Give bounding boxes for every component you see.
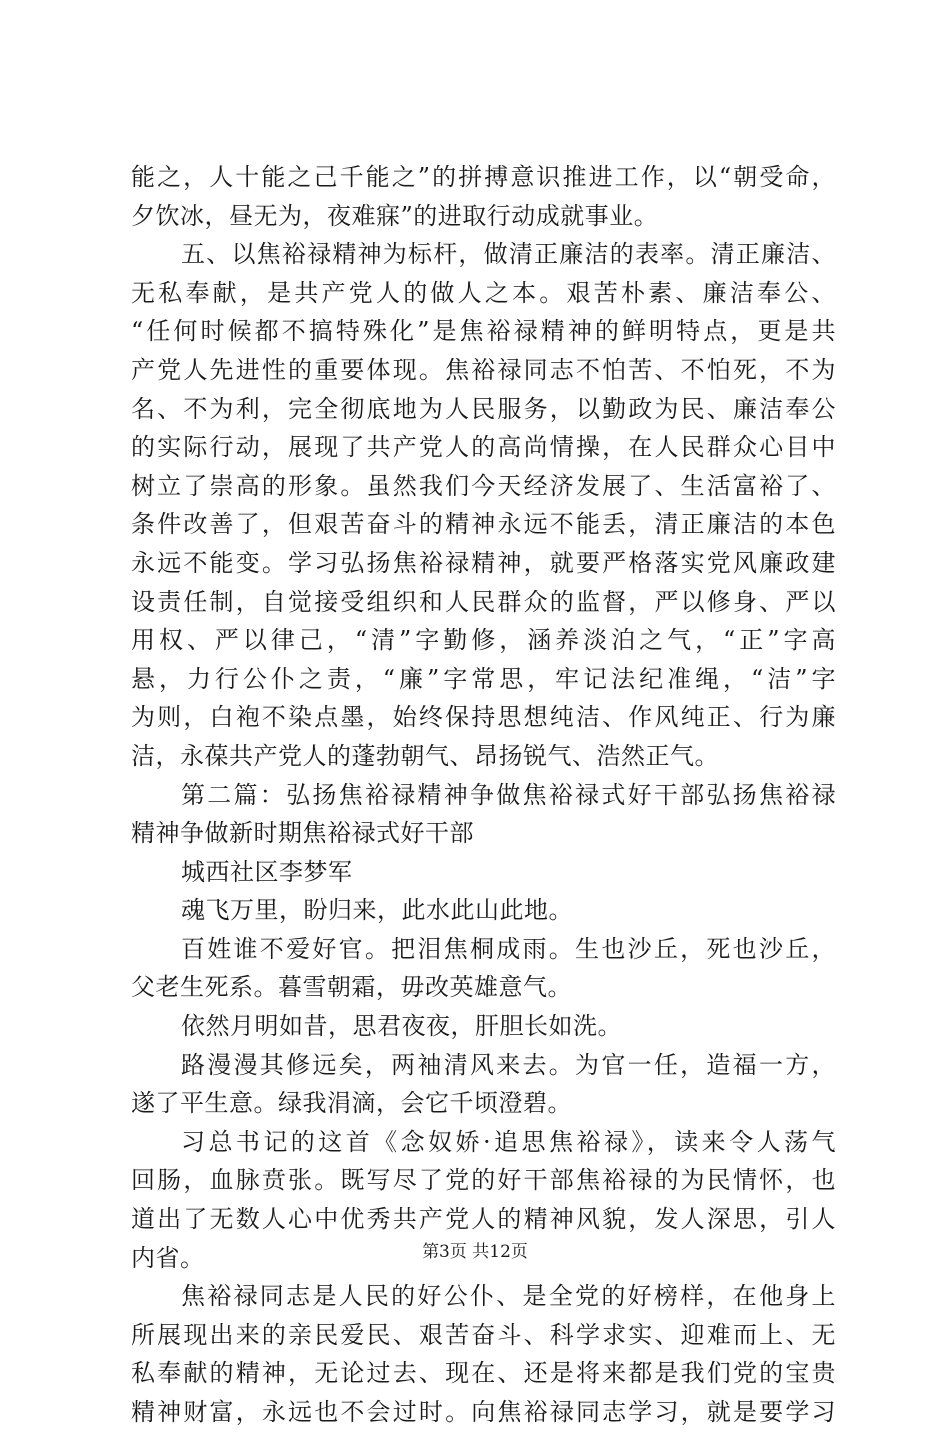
text-line: 道出了无数人心中优秀共产党人的精神风貌，发人深思，引人 [131, 1205, 836, 1234]
text-line: 洁，永葆共产党人的蓬勃朝气、昂扬锐气、浩然正气。 [131, 741, 719, 770]
page-footer: 第3页 共12页 [422, 1242, 528, 1262]
text-line: 能之，人十能之己千能之”的拼搏意识推进工作，以“朝受命， [131, 163, 836, 191]
text-line: 五、以焦裕禄精神为标杆，做清正廉洁的表率。清正廉洁、 [181, 240, 836, 269]
text-line: 遂了平生意。绿我涓滴，会它千顷澄碧。 [131, 1089, 572, 1118]
text-line: 精神财富，永远也不会过时。向焦裕禄同志学习，就是要学习 [131, 1398, 836, 1426]
text-line: 夕饮冰，昼无为，夜难寐”的进取行动成就事业。 [131, 201, 659, 230]
text-line: 精神争做新时期焦裕禄式好干部 [131, 819, 474, 848]
text-line: 名、不为利，完全彻底地为人民服务，以勤政为民、廉洁奉公 [131, 394, 836, 423]
text-line: “任何时候都不搞特殊化”是焦裕禄精神的鲜明特点，更是共 [131, 317, 836, 346]
text-line: 第二篇：弘扬焦裕禄精神争做焦裕禄式好干部弘扬焦裕禄 [181, 780, 836, 809]
text-line: 焦裕禄同志是人民的好公仆、是全党的好榜样，在他身上 [181, 1282, 836, 1311]
text-line: 条件改善了，但艰苦奋斗的精神永远不能丢，清正廉洁的本色 [131, 510, 836, 539]
text-line: 为则，白袍不染点墨，始终保持思想纯洁、作风纯正、行为廉 [131, 703, 836, 732]
text-line: 私奉献的精神，无论过去、现在、还是将来都是我们党的宝贵 [131, 1359, 836, 1388]
text-line: 路漫漫其修远矣，两袖清风来去。为官一任，造福一方， [181, 1050, 836, 1079]
text-line: 永远不能变。学习弘扬焦裕禄精神，就要严格落实党风廉政建 [131, 548, 836, 577]
text-line: 内省。 [131, 1243, 205, 1272]
text-line: 无私奉献，是共产党人的做人之本。艰苦朴素、廉洁奉公、 [131, 278, 836, 307]
text-line: 百姓谁不爱好官。把泪焦桐成雨。生也沙丘，死也沙丘， [181, 934, 836, 963]
text-line: 习总书记的这首《念奴娇·追思焦裕禄》，读来令人荡气 [181, 1127, 836, 1156]
text-line: 树立了崇高的形象。虽然我们今天经济发展了、生活富裕了、 [131, 471, 836, 500]
text-line: 魂飞万里，盼归来，此水此山此地。 [181, 896, 573, 925]
text-line: 的实际行动，展现了共产党人的高尚情操，在人民群众心目中 [131, 433, 836, 462]
text-line: 依然月明如昔，思君夜夜，肝胆长如洗。 [181, 1012, 622, 1041]
text-line: 设责任制，自觉接受组织和人民群众的监督，严以修身、严以 [131, 587, 836, 616]
text-line: 父老生死系。暮雪朝霜，毋改英雄意气。 [131, 973, 572, 1002]
text-line: 产党人先进性的重要体现。焦裕禄同志不怕苦、不怕死，不为 [131, 355, 836, 384]
text-line: 所展现出来的亲民爱民、艰苦奋斗、科学求实、迎难而上、无 [131, 1320, 836, 1349]
text-line: 悬，力行公仆之责，“廉”字常思，牢记法纪准绳，“洁”字 [131, 664, 836, 693]
text-line: 回肠，血脉贲张。既写尽了党的好干部焦裕禄的为民情怀，也 [131, 1166, 836, 1195]
text-line: 用权、严以律己，“清”字勤修，涵养淡泊之气，“正”字高 [131, 626, 836, 655]
text-line: 城西社区李梦军 [181, 857, 353, 886]
